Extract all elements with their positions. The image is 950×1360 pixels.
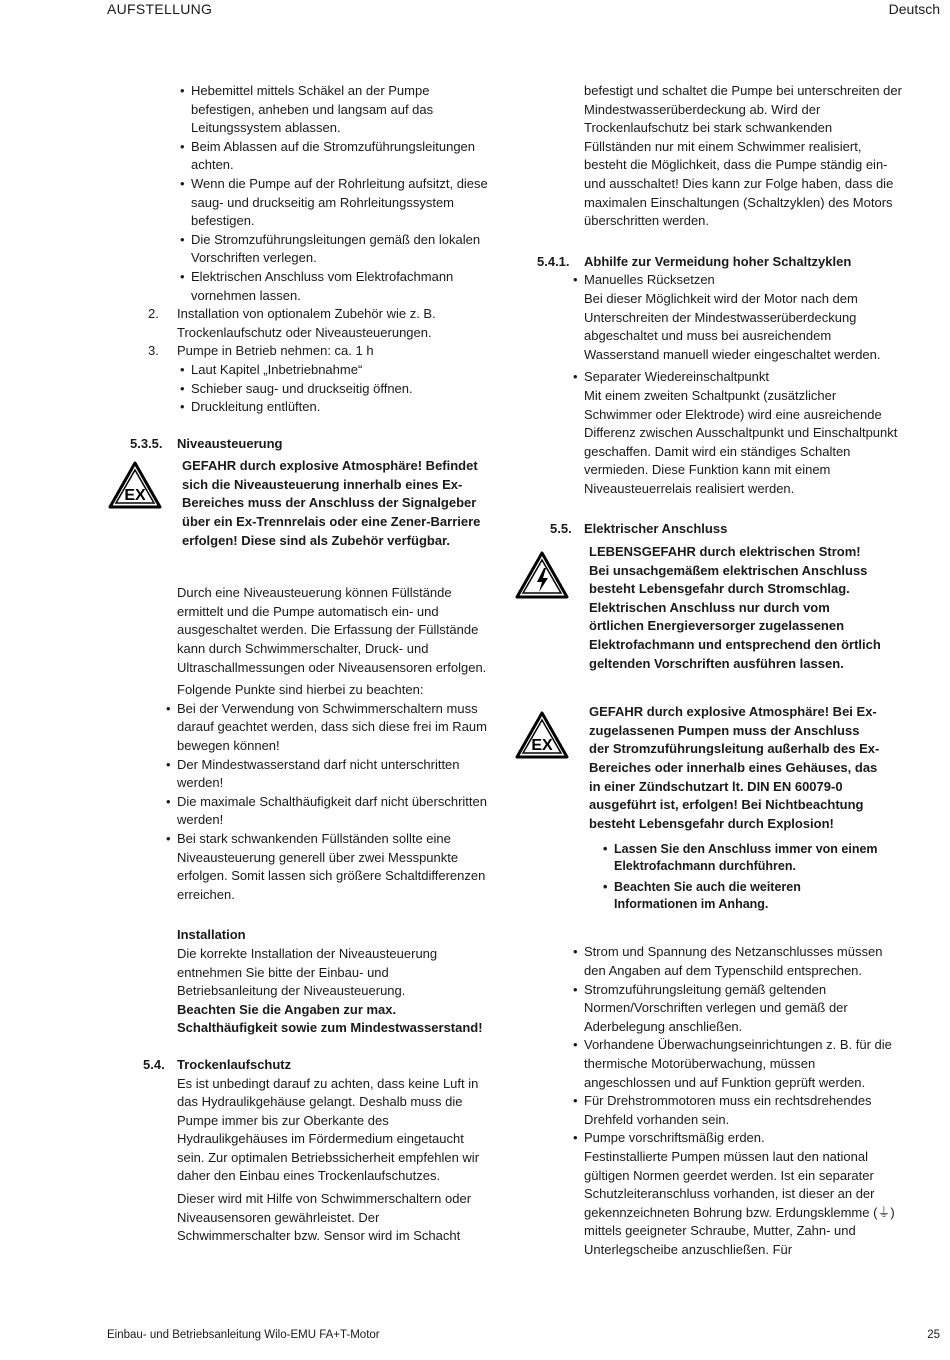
points-list (130, 700, 490, 905)
header-section-title: AUFSTELLUNG (107, 1, 213, 17)
left-column (124, 82, 490, 1246)
warning-bullets (589, 841, 882, 913)
list-item: • Stromzuführungsleitung gemäß geltenden Normen/Vorschriften verlegen und gemäß der Aderbelegung anschließen. (573, 981, 902, 1037)
list-item-text: Mit einem zweiten Schaltpunkt (zusätzlicher Schwimmer oder Elektrode) wird eine ausreichende Differenz zwischen Ausschaltpunkt und Einschaltpunkt geschaffen. Damit wird ein ständiges Schalten vermieden. Diese Funktion kann mit einem Niveausteuerrelais realisiert werden. (584, 387, 898, 496)
list-item (573, 1129, 902, 1259)
installation-title: Installation (177, 927, 246, 943)
warning-ex-atmosphere (124, 457, 490, 550)
section-heading-5-4 (130, 1056, 490, 1075)
list-item: • Wenn die Pumpe auf der Rohrleitung aufsitzt, diese saug- und druckseitig am Rohrleitungssystem befestigen. (180, 175, 490, 231)
section-title: Trockenlaufschutz (177, 1056, 292, 1072)
list-item: • Der Mindestwasserstand darf nicht unterschritten werden! (166, 756, 490, 793)
top-bullet-list (130, 82, 490, 305)
step-number: 3. (148, 343, 159, 359)
ex-warning-icon (515, 711, 569, 759)
section-number: 5.3.5. (130, 435, 163, 451)
svg-text:EX: EX (124, 487, 146, 505)
step-3 (130, 342, 490, 361)
header-language: Deutsch (888, 1, 940, 17)
list-item-title: • Manuelles Rücksetzen (584, 272, 715, 288)
trockenlauf-text (130, 1075, 490, 1246)
list-item: • Schieber saug- und druckseitig öffnen. (180, 380, 490, 399)
list-item-title: • Separater Wiedereinschaltpunkt (584, 369, 769, 385)
section-number: 5.4. (143, 1056, 165, 1072)
step-text: Installation von optionalem Zubehör wie z. B. Trockenlaufschutz oder Niveausteuerungen. (177, 306, 436, 340)
step-2 (130, 305, 490, 342)
section-title: Niveausteuerung (177, 435, 283, 451)
step-text: Pumpe in Betrieb nehmen: ca. 1 h (177, 343, 374, 359)
list-item: • Für Drehstrommotoren muss ein rechtsdrehendes Drehfeld vorhanden sein. (573, 1092, 902, 1129)
paragraph: Durch eine Niveausteuerung können Füllstände ermittelt und die Pumpe automatisch ein- und ausgeschaltet werden. Die Erfassung der Füllstände kann durch Schwimmerschalter, Druck- und Ultraschallmessungen oder Niveausensoren erfolgen. (177, 585, 487, 675)
warning-text: GEFAHR durch explosive Atmosphäre! Bei Ex-zugelassenen Pumpen muss der Anschluss der Stromzuführungsleitung außerhalb des Ex-Bereiches oder innerhalb eines Gehäuses, das in einer Zündschutzart lt. DIN EN 60079-0 ausgeführt ist, erfolgen! Bei Nichtbeachtung besteht Lebensgefahr durch Explosion! (589, 704, 880, 831)
list-item: • Bei stark schwankenden Füllständen sollte eine Niveausteuerung generell über zwei Messpunkte erfolgen. Somit lassen sich größere Schaltdifferenzen erreichen. (166, 830, 490, 904)
section-heading-5-5 (537, 520, 902, 539)
installation-note: Beachten Sie die Angaben zur max. Schalthäufigkeit sowie zum Mindestwasserstand! (177, 1001, 483, 1036)
section-heading-5-4-1 (537, 253, 902, 272)
list-item (573, 271, 902, 364)
continued-text (537, 82, 902, 231)
svg-text:EX: EX (531, 737, 553, 755)
electrical-bullets (537, 943, 902, 1259)
section-title: Elektrischer Anschluss (584, 521, 728, 537)
step-number: 2. (148, 306, 159, 322)
electric-warning-icon (515, 551, 569, 599)
paragraph: Die korrekte Installation der Niveausteuerung entnehmen Sie bitte der Einbau- und Betriebsanleitung der Niveausteuerung. (177, 945, 438, 999)
warning-text: LEBENSGEFAHR durch elektrischen Strom! Bei unsachgemäßem elektrischen Anschluss besteht Lebensgefahr durch Stromschlag. Elektrischen Anschluss nur durch vom örtlichen Energieversorger zugelassenen Elektrofachmann und entsprechend den örtlich geltenden Vorschriften ausführen lassen. (589, 544, 881, 671)
list-item-text: Festinstallierte Pumpen müssen laut den national gültigen Normen geerdet werden. Ist ein separater Schutzleiteranschluss vorhanden, ist dieser an der gekennzeichneten Bohrung bzw. Erdungsklemme (⏚) mittels geeigneter Schraube, Mutter, Zahn- und Unterlegscheibe anzuschließen. Für (584, 1148, 895, 1257)
list-item-text: Bei dieser Möglichkeit wird der Motor nach dem Unterschreiten der Mindestwasserüberdeckung abgeschaltet und muss bei ausreichendem Wasserstand manuell wieder eingeschaltet werden. (584, 290, 881, 362)
warning-ex-connection (531, 703, 882, 913)
section-number: 5.5. (550, 521, 572, 537)
paragraph: Dieser wird mit Hilfe von Schwimmerschaltern oder Niveausensoren gewährleistet. Der Schwimmerschalter bzw. Sensor wird im Schacht (177, 1191, 472, 1244)
section-title: Abhilfe zur Vermeidung hoher Schaltzyklen (584, 253, 852, 269)
list-item: • Beim Ablassen auf die Stromzuführungsleitungen achten. (180, 138, 490, 175)
list-item: • Elektrischen Anschluss vom Elektrofachmann vornehmen lassen. (180, 268, 490, 305)
paragraph: Es ist unbedingt darauf zu achten, dass keine Luft in das Hydraulikgehäuse gelangt. Deshalb muss die Pumpe immer bis zur Oberkante des Hydraulikgehäuses im Fördermedium eingetaucht sein. Zur optimalen Betriebssicherheit empfehlen wir daher den Einbau eines Trockenlaufschutzes. (177, 1075, 480, 1184)
section-number: 5.4.1. (537, 253, 570, 269)
warning-electric (537, 543, 882, 673)
ex-warning-icon (108, 461, 162, 509)
list-item: • Die Stromzuführungsleitungen gemäß den lokalen Vorschriften verlegen. (180, 231, 490, 268)
installation-block (130, 926, 490, 1038)
list-item (573, 368, 902, 498)
paragraph: Folgende Punkte sind hierbei zu beachten: (177, 682, 424, 698)
list-item: • Die maximale Schalthäufigkeit darf nicht überschritten werden! (166, 793, 490, 830)
footer-doc-title: Einbau- und Betriebsanleitung Wilo-EMU FA+T-Motor (107, 1329, 380, 1341)
paragraph: befestigt und schaltet die Pumpe bei unterschreiten der Mindestwasserüberdeckung ab. Wird der Trockenlaufschutz bei stark schwankenden Füllständen nur mit einem Schwimmer realisiert, besteht die Möglichkeit, dass die Pumpe ständig ein- und ausschaltet! Dies kann zur Folge haben, dass die maximalen Einschaltungen (Schaltzyklen) des Motors überschritten werden. (584, 83, 902, 229)
page-number: 25 (927, 1329, 940, 1341)
list-item: • Druckleitung entlüften. (180, 398, 490, 417)
right-column (531, 82, 902, 1259)
list-item: • Vorhandene Überwachungseinrichtungen z. B. für die thermische Motorüberwachung, müssen angeschlossen und auf Funktion geprüft werden. (573, 1036, 902, 1092)
step-3-bullets (130, 361, 490, 417)
list-item: • Laut Kapitel „Inbetriebnahme“ (180, 361, 490, 380)
list-item: • Bei der Verwendung von Schwimmerschaltern muss darauf geachtet werden, dass sich diese frei im Raum bewegen können! (166, 700, 490, 756)
schaltzyklen-list (537, 271, 902, 498)
section-heading-5-3-5 (130, 435, 490, 454)
niveau-text-block (130, 584, 490, 700)
list-item-title: • Pumpe vorschriftsmäßig erden. (584, 1130, 765, 1146)
warning-text: GEFAHR durch explosive Atmosphäre! Befindet sich die Niveausteuerung innerhalb eines Ex-Bereiches muss der Anschluss der Signalgeber über ein Ex-Trennrelais oder eine Zener-Barriere erfolgen! Diese sind als Zubehör verfügbar. (182, 458, 481, 548)
list-item: • Strom und Spannung des Netzanschlusses müssen den Angaben auf dem Typenschild entsprechen. (573, 943, 902, 980)
list-item: • Lassen Sie den Anschluss immer von einem Elektrofachmann durchführen. (603, 841, 882, 875)
list-item: • Beachten Sie auch die weiteren Informationen im Anhang. (603, 879, 882, 913)
list-item: • Hebemittel mittels Schäkel an der Pumpe befestigen, anheben und langsam auf das Leitungssystem ablassen. (180, 82, 490, 138)
